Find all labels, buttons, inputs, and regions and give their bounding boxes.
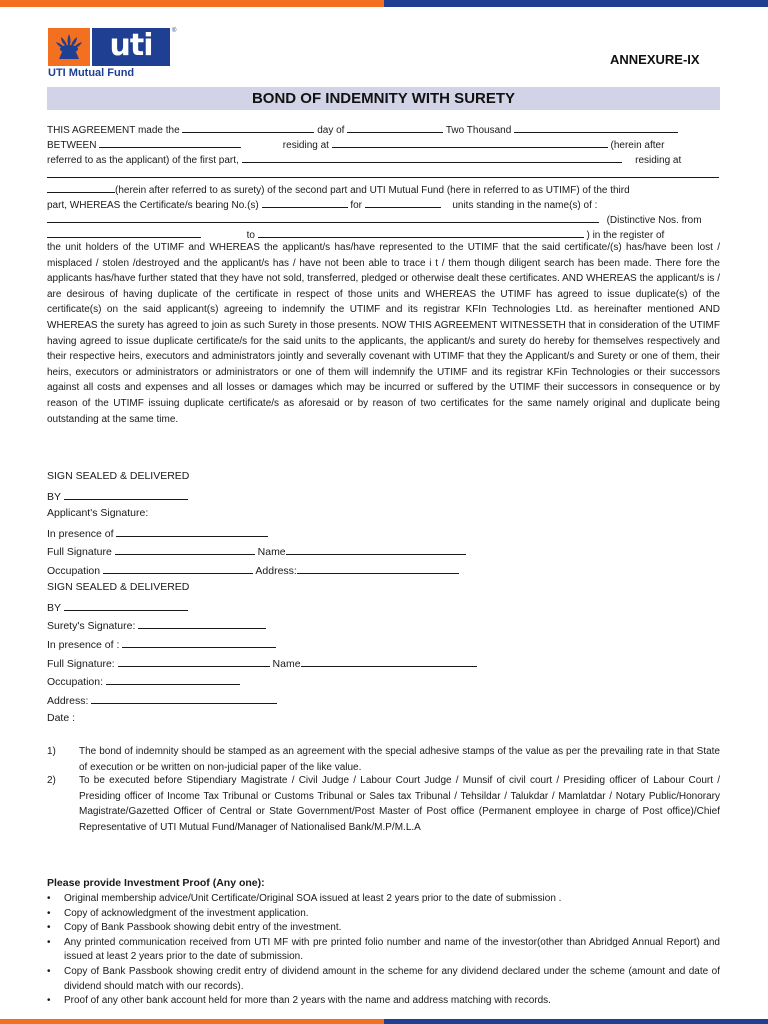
agreement-text: (herein after — [610, 140, 665, 151]
agreement-text: referred to as the applicant) of the first part, — [47, 155, 239, 166]
distinctive-from-blank[interactable] — [47, 226, 201, 238]
address-line-2 — [47, 692, 277, 708]
agreement-text: part, WHEREAS the Certificate/s bearing No.(s) — [47, 200, 259, 211]
agreement-text: BETWEEN — [47, 140, 97, 151]
holder-names-blank[interactable] — [47, 211, 599, 223]
bullet-icon: • — [47, 893, 51, 904]
agreement-text: (Distinctive Nos. from — [606, 215, 702, 226]
by-label: BY — [47, 491, 61, 503]
applicant-name-blank[interactable] — [99, 136, 241, 148]
list-item-text: Original membership advice/Unit Certificate/Original SOA issued at least 2 years prior to the date of submission . — [64, 893, 562, 904]
surety-address-cont-blank[interactable] — [47, 181, 115, 193]
agreement-text: residing at — [282, 140, 329, 151]
address-label: Address: — [47, 695, 89, 707]
year-blank[interactable] — [514, 121, 678, 133]
agreement-text: THIS AGREEMENT made the — [47, 125, 180, 136]
list-item-text: Copy of acknowledgment of the investment application. — [64, 907, 309, 919]
top-color-bar — [0, 0, 768, 7]
list-item — [47, 907, 720, 922]
note-number: 2) — [47, 775, 56, 786]
full-signature-blank[interactable] — [115, 543, 255, 555]
bullet-icon: • — [47, 965, 51, 977]
annexure-label: ANNEXURE-IX — [610, 52, 700, 67]
by-blank[interactable] — [64, 599, 188, 611]
agreement-body: the unit holders of the UTIMF and WHEREAS the applicant/s has/have represented to the UTIMF that the said certificate/(s) has/have been lost / misplaced / stolen /destroyed and the applicant/s has / have not been able to trace i t / them though diligent search has been made. There fore the applicants has/have further stated that they have not sold, transferred, pledged or otherwise dealt these certificates. AND WHEREAS the applicant/s is / are desirous of having duplicate of the certificate in respect of those units and WHEREAS the UTIMF has agreed to issue duplicate(s) of the certificate(s) on the said applicant(s) agreeing to indemnify the UTIMF and its registrar KFIn Technologies Ltd. as hereinafter mentioned AND WHEREAS the surety has agreed to join as such Surety in those presents. NOW THIS AGREEMENT WITNESSETH that in consideration of the UTIMF having agreed to issue duplicate certificate/s for the said units to the applicants, the applicant/s and surety do hereby for themselves respectively and their respective heirs, executors and administrators jointly and severally covenant with UTIMF that they the Applicant/s and Surety or one of them, their heirs, executors or administrators or administrators or one of them will indemnify the UTIMF and its registrar KFin Technologies or their successors against all costs and expenses and all losses or damages which may be incurred or suffered by the UTIMF their successors in consequence or by reason of the UTIMF issuing duplicate certificate/s as aforesaid or by reason of two certificates for the same namely original and duplicate being outstanding at the same time. — [47, 242, 720, 425]
units-blank[interactable] — [365, 196, 441, 208]
note-item — [47, 744, 720, 776]
investment-proof-heading: Please provide Investment Proof (Any one): — [47, 877, 265, 889]
agreement-text: residing at — [635, 155, 682, 166]
agreement-text: to — [246, 230, 255, 241]
list-item-text: Proof of any other bank account held for more than 2 years with the name and address matching with records. — [64, 995, 551, 1007]
certificate-no-blank[interactable] — [262, 196, 348, 208]
occupation-blank[interactable] — [106, 673, 240, 685]
list-item-text: Copy of Bank Passbook showing credit entry of dividend amount in the scheme for any dividend declared under the scheme (amount and date of dividend should match with our records). — [64, 965, 720, 992]
address-blank[interactable] — [91, 692, 277, 704]
name-blank[interactable] — [286, 543, 466, 555]
name-label: Name — [257, 546, 286, 558]
occupation-label: Occupation: — [47, 676, 104, 688]
list-item-text: Any printed communication received from UTI MF with pre printed folio number and name of the investor(other than Abridged Annual Report) and issued at least 2 years prior to the date of submission. — [64, 936, 720, 963]
list-item-text: Copy of Bank Passbook showing debit entry of the investment. — [64, 922, 342, 934]
address-label: Address: — [255, 565, 297, 577]
page-title: BOND OF INDEMNITY WITH SURETY — [47, 87, 720, 110]
full-signature-label: Full Signature — [47, 546, 112, 558]
applicant-address-blank[interactable] — [332, 136, 608, 148]
agreement-text: Two Thousand — [445, 125, 512, 136]
by-line-1 — [47, 488, 188, 504]
note-text: The bond of indemnity should be stamped as an agreement with the special adhesive stamps of the value as per the prevailing rate in that State of execution or be written on non-judicial paper of the like value. — [79, 746, 720, 773]
by-label: BY — [47, 602, 61, 614]
agreement-text: (herein after referred to as surety) of the second part and UTI Mutual Fund (here in referred to as UTIMF) of the third — [115, 185, 630, 196]
kalash-icon — [48, 28, 90, 66]
uti-logo — [48, 28, 178, 80]
registered-mark: ® — [172, 28, 177, 34]
presence-line-1 — [47, 525, 268, 541]
surety-signature-label: Surety's Signature: — [47, 620, 136, 632]
full-signature-label: Full Signature: — [47, 658, 115, 670]
list-item — [47, 965, 720, 994]
by-blank[interactable] — [64, 488, 188, 500]
presence-blank[interactable] — [116, 525, 268, 537]
agreement-text: day of — [317, 125, 345, 136]
note-number: 1) — [47, 746, 56, 757]
logo-name: UTI Mutual Fund — [48, 67, 135, 79]
presence-label: In presence of — [47, 528, 114, 540]
list-item — [47, 921, 720, 936]
presence-label: In presence of : — [47, 639, 120, 651]
date-day-blank[interactable] — [182, 121, 314, 133]
presence-line-2 — [47, 636, 276, 652]
list-item — [47, 994, 720, 1009]
agreement-text: units standing in the name(s) of : — [452, 200, 598, 211]
name-blank[interactable] — [301, 655, 477, 667]
bullet-icon: • — [47, 936, 51, 948]
occupation-blank[interactable] — [103, 562, 253, 574]
note-item — [47, 773, 720, 853]
full-signature-blank[interactable] — [118, 655, 270, 667]
date-label: Date : — [47, 712, 76, 724]
agreement-text: ) in the register of — [586, 230, 665, 241]
occupation-label: Occupation — [47, 565, 101, 577]
presence-blank[interactable] — [122, 636, 276, 648]
by-line-2 — [47, 599, 188, 615]
agreement-text: for — [350, 200, 362, 211]
investment-proof-list — [47, 892, 720, 1009]
occupation-line-1 — [47, 562, 459, 578]
name-label: Name — [272, 658, 301, 670]
month-blank[interactable] — [347, 121, 443, 133]
occupation-line-2 — [47, 673, 240, 689]
address-blank[interactable] — [297, 562, 459, 574]
sign-sealed-heading: SIGN SEALED & DELIVERED — [47, 470, 190, 482]
note-text: To be executed before Stipendiary Magistrate / Civil Judge / Labour Court Judge / Munsif of civil court / Presiding officer of Labour Court / Presiding officer of Income Tax Tribunal or Customs Tribunal or Sales tax Tribunal / Tehsildar / Talukdar / Mamlatdar / Notary Public/Honorary Magistrate/Gazetted Officer of Central or State Government/Post Master of Post office (Permanent employee in charge of Post office)/Chief Representative of UTI Mutual Fund/Manager of Nationalised Bank/M.P/M.L.A — [79, 775, 720, 833]
surety-address-blank[interactable] — [47, 166, 719, 178]
bullet-icon: • — [47, 907, 51, 919]
bullet-icon: • — [47, 922, 51, 934]
bullet-icon: • — [47, 995, 51, 1007]
distinctive-to-blank[interactable] — [258, 226, 584, 238]
surety-signature-line — [47, 617, 266, 633]
logo-wordmark: uti — [92, 28, 170, 66]
surety-signature-blank[interactable] — [138, 617, 266, 629]
applicant-signature-label: Applicant's Signature: — [47, 507, 149, 519]
bottom-color-bar — [0, 1019, 768, 1024]
list-item — [47, 892, 720, 907]
surety-name-blank[interactable] — [242, 151, 622, 163]
list-item — [47, 936, 720, 965]
full-signature-line-1 — [47, 543, 466, 559]
full-signature-line-2 — [47, 655, 477, 671]
sign-sealed-heading-2: SIGN SEALED & DELIVERED — [47, 581, 190, 593]
